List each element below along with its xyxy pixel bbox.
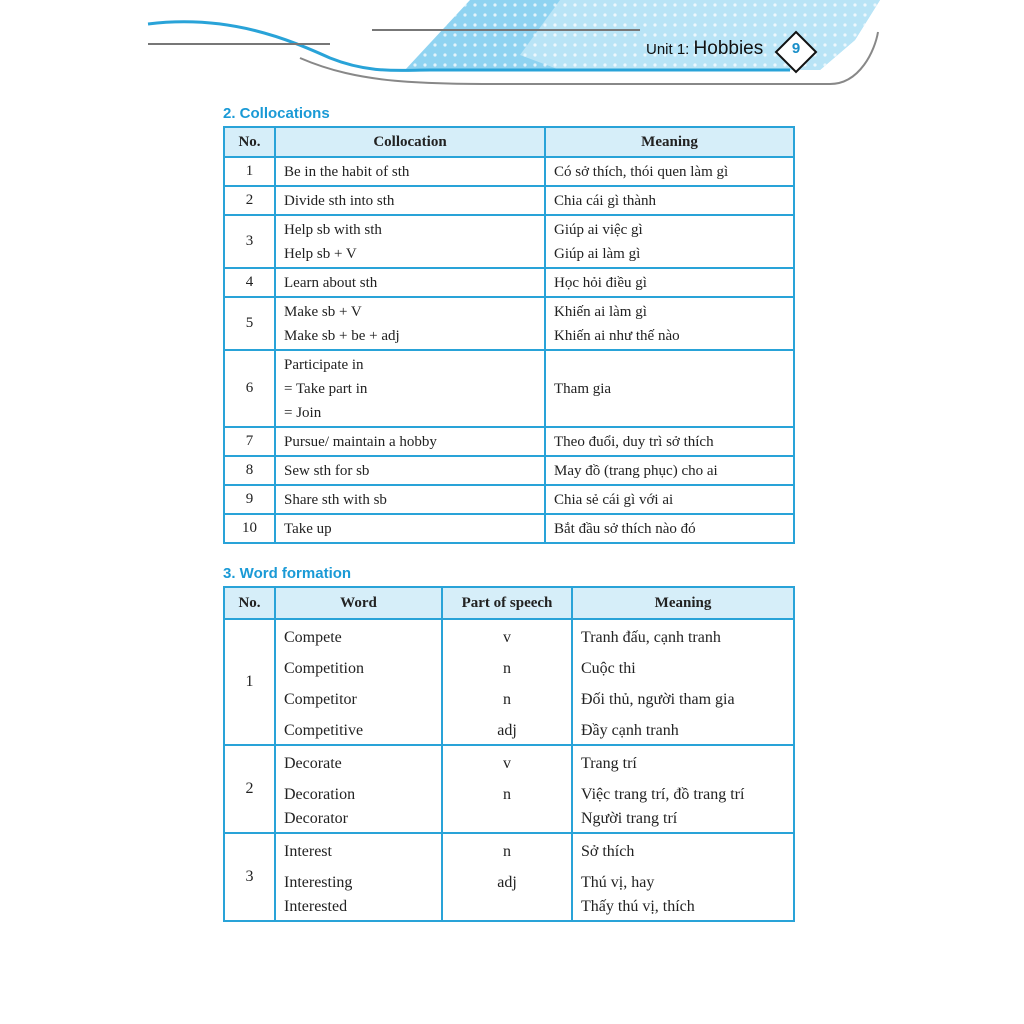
table-row xyxy=(224,186,794,215)
word-cell xyxy=(275,619,442,651)
unit-name: Hobbies xyxy=(693,38,764,59)
meaning-text: Chia cái gì thành xyxy=(554,192,657,209)
meaning-text: May đồ (trang phục) cho ai xyxy=(554,462,718,479)
row-number: 1 xyxy=(224,157,275,186)
meaning-text: Bắt đầu sở thích nào đó xyxy=(554,520,696,537)
unit-title xyxy=(646,38,763,60)
pos-text: adj xyxy=(497,722,517,739)
meaning-cell xyxy=(572,713,794,745)
table-row xyxy=(224,777,794,833)
meaning-text: Sở thích xyxy=(581,843,635,860)
meaning-text: Đầy cạnh tranh xyxy=(581,722,679,739)
pos-text: n xyxy=(503,786,511,803)
table-row xyxy=(224,619,794,651)
meaning-cell xyxy=(572,682,794,713)
word-text: Interest xyxy=(284,843,332,860)
table-row xyxy=(224,865,794,921)
table-row xyxy=(224,268,794,297)
word-cell xyxy=(275,745,442,777)
word-text: Competitor xyxy=(284,691,357,708)
word-text: Compete xyxy=(284,629,342,646)
table-row xyxy=(224,514,794,543)
meaning-text: Khiến ai làm gì xyxy=(554,303,647,320)
meaning-text: Việc trang trí, đồ trang trí xyxy=(581,786,745,803)
meaning-text: Theo đuổi, duy trì sở thích xyxy=(554,433,714,450)
row-number: 9 xyxy=(224,485,275,514)
pos-cell xyxy=(442,651,572,682)
pos-cell xyxy=(442,682,572,713)
collocation-text: Pursue/ maintain a hobby xyxy=(284,433,437,450)
meaning-text: Tranh đấu, cạnh tranh xyxy=(581,629,721,646)
table-row xyxy=(224,215,794,268)
word-formation-title: 3. Word formation xyxy=(223,565,352,582)
row-number: 10 xyxy=(224,514,275,543)
column-header: Collocation xyxy=(275,127,545,157)
pos-cell xyxy=(442,619,572,651)
word-cell xyxy=(275,713,442,745)
meaning-cell xyxy=(572,651,794,682)
group-number: 1 xyxy=(224,619,275,745)
column-header: Meaning xyxy=(545,127,794,157)
table-row xyxy=(224,713,794,745)
pos-cell xyxy=(442,777,572,833)
collocation-cell xyxy=(275,350,545,427)
collocation-text: Be in the habit of sth xyxy=(284,163,410,180)
row-number: 3 xyxy=(224,215,275,268)
collocation-cell xyxy=(275,427,545,456)
row-number: 6 xyxy=(224,350,275,427)
group-number: 3 xyxy=(224,833,275,921)
pos-text: n xyxy=(503,691,511,708)
word-text: Competition xyxy=(284,660,364,677)
word-cell xyxy=(275,833,442,865)
meaning-cell xyxy=(572,833,794,865)
collocations-table xyxy=(223,126,795,544)
word-formation-table xyxy=(223,586,795,922)
group-number: 2 xyxy=(224,745,275,833)
collocation-cell xyxy=(275,268,545,297)
meaning-text: Trang trí xyxy=(581,755,637,772)
collocation-cell xyxy=(275,186,545,215)
word-cell xyxy=(275,865,442,921)
collocation-cell xyxy=(275,215,545,268)
pos-text: n xyxy=(503,843,511,860)
meaning-cell xyxy=(572,745,794,777)
collocation-text: Make sb + be + adj xyxy=(284,327,400,344)
table-row xyxy=(224,745,794,777)
meaning-text: Thấy thú vị, thích xyxy=(581,898,695,915)
word-text: Decorate xyxy=(284,755,342,772)
pos-text: adj xyxy=(497,874,517,891)
meaning-cell xyxy=(572,865,794,921)
word-cell xyxy=(275,651,442,682)
column-header: Meaning xyxy=(572,587,794,619)
word-text: Interested xyxy=(284,898,348,915)
page-number: 9 xyxy=(791,40,801,57)
meaning-text: Giúp ai việc gì xyxy=(554,221,643,238)
meaning-cell xyxy=(545,186,794,215)
meaning-cell xyxy=(545,427,794,456)
word-text: Decorator xyxy=(284,810,348,827)
row-number: 2 xyxy=(224,186,275,215)
collocation-text: = Take part in xyxy=(284,380,368,397)
meaning-cell xyxy=(572,619,794,651)
meaning-cell xyxy=(545,268,794,297)
collocation-cell xyxy=(275,485,545,514)
collocation-text: = Join xyxy=(284,404,322,421)
collocation-text: Participate in xyxy=(284,356,364,373)
meaning-text: Người trang trí xyxy=(581,810,678,827)
meaning-text: Chia sẻ cái gì với ai xyxy=(554,491,674,508)
pos-text: v xyxy=(503,629,511,646)
row-number: 4 xyxy=(224,268,275,297)
meaning-text: Cuộc thi xyxy=(581,660,636,677)
collocation-cell xyxy=(275,456,545,485)
collocations-title: 2. Collocations xyxy=(223,105,330,122)
table-row xyxy=(224,427,794,456)
pos-cell xyxy=(442,833,572,865)
meaning-text: Thú vị, hay xyxy=(581,874,655,891)
meaning-text: Tham gia xyxy=(554,380,612,397)
word-text: Interesting xyxy=(284,874,353,891)
meaning-text: Học hỏi điều gì xyxy=(554,274,647,291)
meaning-cell xyxy=(545,514,794,543)
collocation-cell xyxy=(275,297,545,350)
collocation-text: Sew sth for sb xyxy=(284,462,370,479)
meaning-text: Khiến ai như thế nào xyxy=(554,327,680,344)
column-header: No. xyxy=(224,127,275,157)
pos-text: n xyxy=(503,660,511,677)
meaning-cell xyxy=(545,456,794,485)
pos-cell xyxy=(442,745,572,777)
pos-cell xyxy=(442,865,572,921)
row-number: 8 xyxy=(224,456,275,485)
meaning-cell xyxy=(545,485,794,514)
collocation-cell xyxy=(275,157,545,186)
collocation-text: Divide sth into sth xyxy=(284,192,395,209)
meaning-cell xyxy=(572,777,794,833)
pos-cell xyxy=(442,713,572,745)
pos-text: v xyxy=(503,755,511,772)
word-cell xyxy=(275,777,442,833)
column-header: Part of speech xyxy=(442,587,572,619)
meaning-cell xyxy=(545,215,794,268)
row-number: 5 xyxy=(224,297,275,350)
collocation-text: Share sth with sb xyxy=(284,491,387,508)
row-number: 7 xyxy=(224,427,275,456)
collocation-text: Learn about sth xyxy=(284,274,378,291)
collocation-text: Make sb + V xyxy=(284,303,362,320)
collocation-text: Take up xyxy=(284,520,332,537)
table-row xyxy=(224,682,794,713)
table-row xyxy=(224,297,794,350)
meaning-text: Có sở thích, thói quen làm gì xyxy=(554,163,729,180)
word-text: Decoration xyxy=(284,786,356,803)
table-row xyxy=(224,157,794,186)
column-header: No. xyxy=(224,587,275,619)
table-row xyxy=(224,651,794,682)
collocation-text: Help sb with sth xyxy=(284,221,382,238)
header-decoration xyxy=(0,0,1024,100)
table-row xyxy=(224,833,794,865)
table-row xyxy=(224,350,794,427)
meaning-cell xyxy=(545,157,794,186)
collocation-cell xyxy=(275,514,545,543)
meaning-text: Đối thủ, người tham gia xyxy=(581,691,735,708)
unit-prefix: Unit 1: xyxy=(646,41,694,58)
table-row xyxy=(224,456,794,485)
collocation-text: Help sb + V xyxy=(284,245,357,262)
meaning-cell xyxy=(545,297,794,350)
word-cell xyxy=(275,682,442,713)
table-row xyxy=(224,485,794,514)
column-header: Word xyxy=(275,587,442,619)
meaning-text: Giúp ai làm gì xyxy=(554,245,641,262)
word-text: Competitive xyxy=(284,722,364,739)
meaning-cell xyxy=(545,350,794,427)
